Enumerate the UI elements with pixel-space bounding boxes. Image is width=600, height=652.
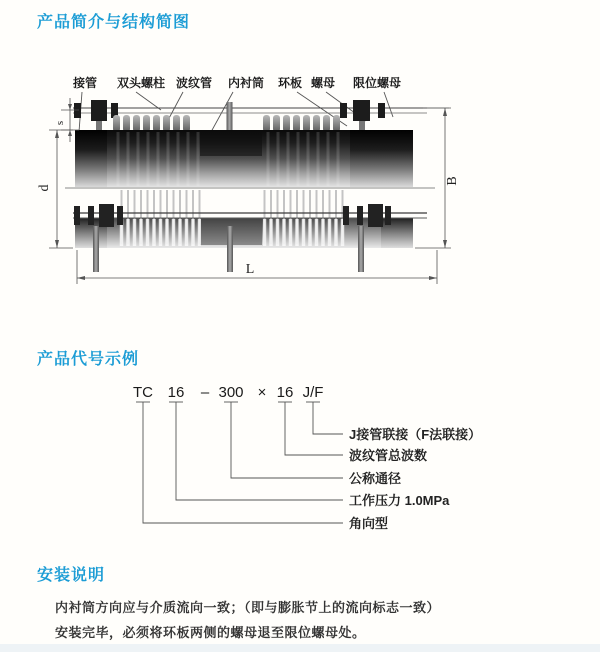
part-label-jieguan: 接管 bbox=[72, 76, 98, 90]
install-notes bbox=[55, 595, 535, 645]
section-title-code: 产品代号示例 bbox=[37, 351, 140, 368]
code-token-dash: – bbox=[200, 384, 210, 401]
code-callout-lines bbox=[136, 402, 343, 523]
section-title-intro: 产品简介与结构简图 bbox=[37, 14, 191, 31]
joint-body-upper bbox=[75, 130, 413, 187]
code-token-waves: 16 bbox=[276, 384, 294, 401]
code-token-connect: J/F bbox=[302, 384, 324, 401]
dim-label-s: s bbox=[54, 120, 66, 126]
part-label-xianweiluomu: 限位螺母 bbox=[352, 76, 402, 90]
dimension-L bbox=[77, 250, 437, 284]
code-example-diagram bbox=[110, 375, 580, 545]
dim-label-d: d bbox=[37, 184, 52, 192]
structure-diagram bbox=[35, 60, 465, 295]
dim-label-B: B bbox=[445, 176, 460, 186]
dim-label-L: L bbox=[245, 262, 255, 277]
code-callout-type: 角向型 bbox=[349, 516, 389, 531]
code-token-diameter: 300 bbox=[218, 384, 244, 401]
code-callout-connection: J接管联接（F法联接） bbox=[349, 427, 482, 442]
section-title-install: 安装说明 bbox=[37, 567, 106, 584]
part-label-shuangtou: 双头螺柱 bbox=[116, 76, 166, 90]
part-label-neichentong: 内衬筒 bbox=[227, 76, 265, 90]
code-token-times: × bbox=[257, 384, 267, 401]
code-callout-labels bbox=[349, 427, 481, 531]
code-callout-diameter: 公称通径 bbox=[349, 471, 402, 486]
part-label-huanban: 环板 bbox=[277, 76, 303, 90]
part-label-bowenguan: 波纹管 bbox=[175, 76, 213, 90]
code-callout-waves: 波纹管总波数 bbox=[349, 448, 428, 463]
code-callout-pressure: 工作压力 1.0MPa bbox=[349, 493, 450, 508]
part-label-luomu: 螺母 bbox=[310, 76, 336, 90]
install-line-2: 安装完毕，必须将环板两侧的螺母退至限位螺母处。 bbox=[55, 625, 366, 640]
code-token-pressure: 16 bbox=[167, 384, 185, 401]
code-token-type: TC bbox=[133, 384, 153, 401]
part-labels bbox=[72, 75, 401, 90]
page-bottom-strip bbox=[0, 644, 600, 652]
install-line-1: 内衬筒方向应与介质流向一致；（即与膨胀节上的流向标志一致） bbox=[55, 600, 441, 615]
dimension-d bbox=[49, 130, 73, 248]
